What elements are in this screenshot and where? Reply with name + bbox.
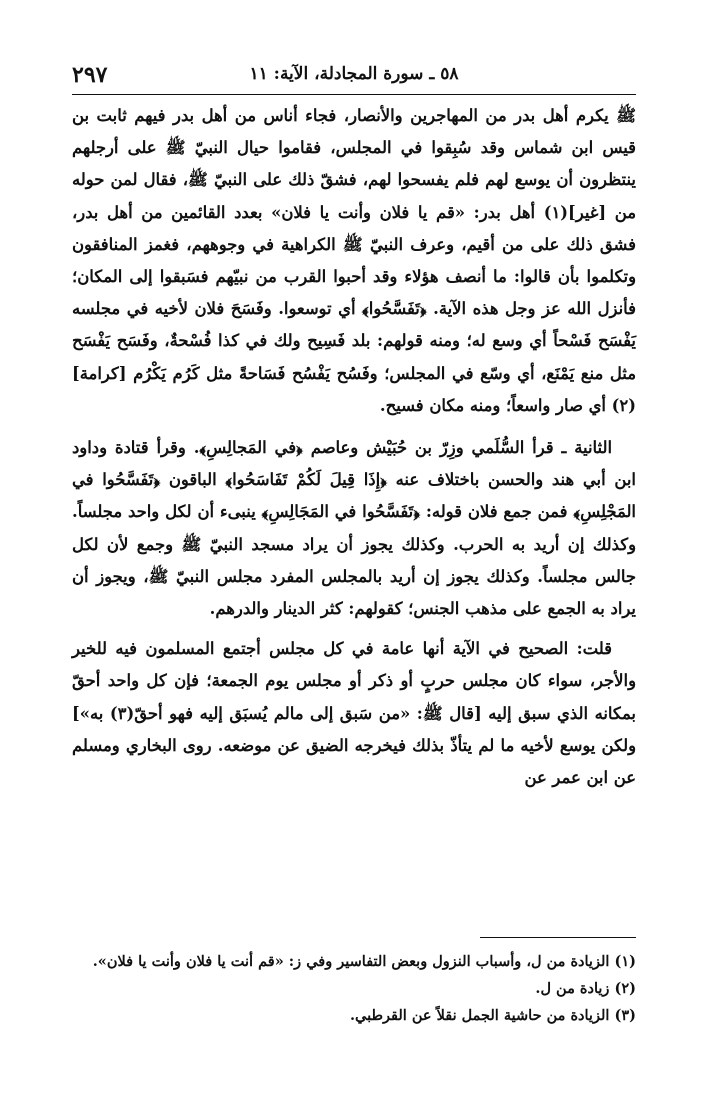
main-text: [72, 100, 636, 794]
page-header: [72, 62, 636, 92]
footnote-3: (٣) الزيادة من حاشية الجمل نقلاً عن القرطبي.: [349, 1007, 636, 1024]
paragraph-3: قلت: الصحيح في الآية أنها عامة في كل مجلس أجتمع المسلمون فيه للخير والأجر، سواء كان مجلس حربٍ أو ذكر أو مجلس يوم الجمعة؛ فإن كل واحد أحقّ بمكانه الذي سبق إليه [قال ﷺ: «من سَبق إلى مالم يُسبَق إليه فهو أحقّ(٣) به»] ولكن يوسع لأخيه ما لم يتأذّ بذلك فيخرجه الضيق عن موضعه. روى البخاري ومسلم عن ابن عمر عن: [72, 639, 636, 788]
footnote-2: (٢) زيادة من ل.: [535, 980, 636, 997]
header-rule: [72, 94, 636, 95]
paragraph-2: الثانية ـ قرأ السُّلَمي وزِرّ بن حُبَيْش وعاصم ﴿في المَجالِسِ﴾. وقرأ قتادة وداود ابن أبي هند والحسن باختلاف عنه ﴿إِذَا قِيلَ لَكُمْ تَفَاسَحُوا﴾ الباقون ﴿تَفَسَّحُوا في المَجْلِسِ﴾ فمن جمع فلان قوله: ﴿تَفَسَّحُوا في المَجَالِسِ﴾ ينبىء أن لكل واحد مجلساً. وكذلك إن أريد به الحرب. وكذلك يجوز أن يراد مسجد النبيّ ﷺ وجمع لأن لكل جالس مجلساً. وكذلك يجوز إن أريد بالمجلس المفرد مجلس النبيّ ﷺ، ويجوز أن يراد به الجمع على مذهب الجنس؛ كقولهم: كثر الدينار والدرهم.: [72, 438, 636, 619]
paragraph-1: ﷺ يكرم أهل بدر من المهاجرين والأنصار، فجاء أناس من أهل بدر فيهم ثابت بن قيس ابن شماس وقد سُبِقوا في المجلس، فقاموا حيال النبيّ ﷺ على أرجلهم ينتظرون أن يوسع لهم فلم يفسحوا لهم، فشقّ ذلك على النبيّ ﷺ، فقال لمن حوله من [غير](١) أهل بدر: «قم يا فلان وأنت يا فلان» بعدد القائمين من أهل بدر، فشق ذلك على من أقيم، وعرف النبيّ ﷺ الكراهية في وجوههم، فغمز المنافقون وتكلموا بأن قالوا: ما أنصف هؤلاء وقد أحبوا القرب من نبيّهم فسَبقوا إلى المكان؛ فأنزل الله عز وجل هذه الآية. ﴿تَفَسَّحُوا﴾ أي توسعوا. وفَسَحَ فلان لأخيه في مجلسه يَفْسَح فَسْحاً أي وسع له؛ ومنه قولهم: بلد فَسِيح ولك في كذا فُسْحةٌ، وفَسَح يَفْسَح مثل منع يَمْنَع، أي وسّع في المجلس؛ وفَسُح يَفْسُح فَسَاحةً مثل كَرُم يَكْرُم [كرامة](٢) أي صار واسعاً؛ ومنه مكان فسيح.: [72, 106, 637, 415]
footnotes: [72, 948, 636, 1029]
running-head: ٥٨ ـ سورة المجادلة، الآية: ١١: [249, 64, 459, 84]
page-number: ٢٩٧: [72, 62, 108, 88]
footnote-rule: [480, 937, 636, 938]
footnote-1: (١) الزيادة من ل، وأسباب النزول وبعض التفاسير وفي ز: «قم أنت يا فلان وأنت يا فلان».: [92, 953, 636, 970]
